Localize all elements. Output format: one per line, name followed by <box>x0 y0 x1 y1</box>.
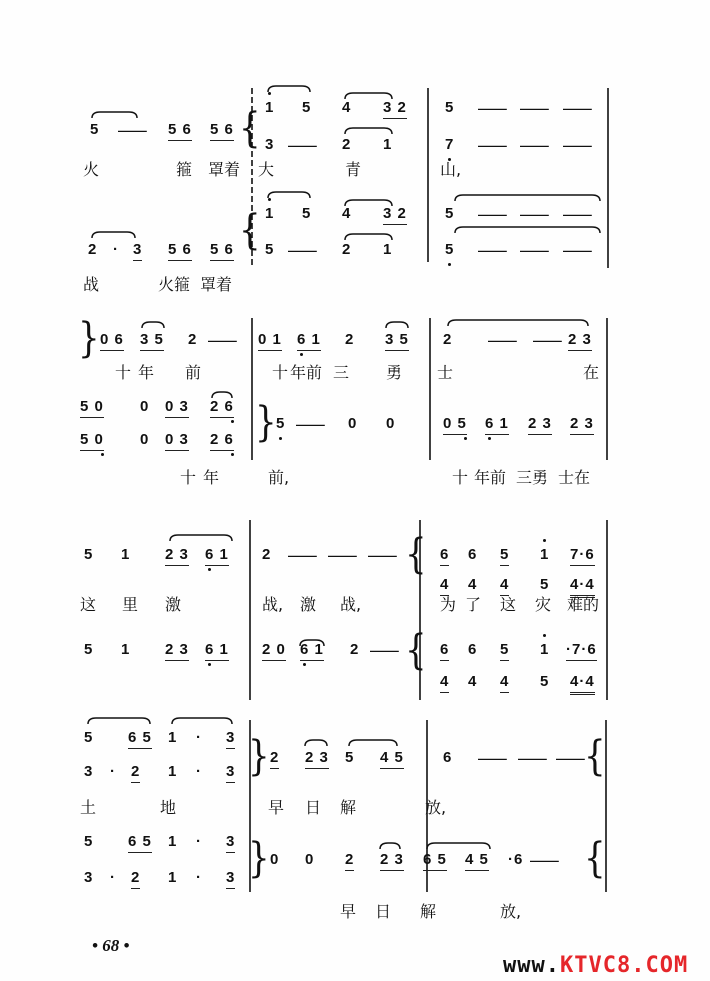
note: 5 6 <box>210 241 234 261</box>
note: 1 <box>168 833 178 850</box>
note: 1 <box>121 546 131 563</box>
note: 2 3 <box>528 415 552 435</box>
lyric-syllable: 十 <box>272 363 289 382</box>
staff-brace: { <box>405 531 427 579</box>
note: 5 6 <box>168 121 192 141</box>
note: 4 <box>500 673 509 693</box>
slur <box>92 232 135 238</box>
note: 2 <box>270 749 279 769</box>
note: 6 1 <box>485 415 509 435</box>
note: 3 5 <box>385 331 409 351</box>
note: 0 5 <box>443 415 467 435</box>
lyric-syllable: 罩着 <box>200 275 233 294</box>
watermark-prefix: www. <box>503 953 560 978</box>
sustain-dash: — <box>478 204 509 224</box>
sustain-dash: — <box>533 330 564 350</box>
slur <box>345 234 392 240</box>
note: 2 <box>262 546 272 563</box>
note: 1 <box>540 641 550 658</box>
note: 2 3 <box>165 641 189 661</box>
staff-brace: { <box>584 835 606 883</box>
lyric-syllable: 十 <box>452 468 469 487</box>
note: 5 <box>500 641 509 661</box>
note: 6 1 <box>297 331 321 351</box>
staff-brace: } <box>255 399 277 447</box>
staff-brace: { <box>405 627 427 675</box>
note: 3 2 <box>383 99 407 119</box>
lyric-syllable: 日 <box>305 798 322 817</box>
note: 2 3 <box>570 415 594 435</box>
lyric-syllable: 早 <box>268 798 285 817</box>
sustain-dash: — <box>118 120 149 140</box>
note: 2 <box>342 241 352 258</box>
sustain-dash: — <box>520 98 551 118</box>
lyric-syllable: 日 <box>375 902 392 921</box>
lyric-syllable: 前 <box>185 363 202 382</box>
sustain-dash: — <box>296 414 327 434</box>
note: 0 <box>348 415 358 432</box>
sustain-dash: — <box>288 240 319 260</box>
sustain-dash: — <box>328 545 359 565</box>
note: 5 <box>84 729 94 746</box>
slur <box>170 535 232 541</box>
note: · <box>110 869 116 886</box>
lyric-syllable: 了 <box>465 595 482 614</box>
note: 2 <box>345 851 354 871</box>
sustain-dash: — <box>563 204 594 224</box>
slur <box>172 718 232 724</box>
note: 5 <box>500 546 509 566</box>
slur <box>305 740 327 746</box>
staff-brace: } <box>248 835 270 883</box>
sustain-dash: — <box>518 748 549 768</box>
lyric-syllable: 前, <box>268 468 290 487</box>
sustain-dash: — <box>520 135 551 155</box>
low-octave-dot <box>208 568 211 571</box>
slur <box>380 843 400 849</box>
note: 1 <box>265 205 275 222</box>
slur <box>427 843 490 849</box>
note: 5 <box>84 641 94 658</box>
note: 5 <box>302 205 312 222</box>
note: 3 5 <box>140 331 164 351</box>
lyric-syllable: 战, <box>340 595 362 614</box>
note: 7·6 <box>570 546 595 566</box>
note: 4 <box>440 576 449 596</box>
staff-brace: { <box>239 105 261 153</box>
note: 5 <box>84 546 94 563</box>
note: 1 <box>383 241 393 258</box>
lyric-syllable: 土 <box>80 798 97 817</box>
slur <box>142 322 164 328</box>
note: · <box>113 241 119 258</box>
sustain-dash: — <box>478 240 509 260</box>
note: 3 <box>226 729 235 749</box>
sustain-dash: — <box>563 240 594 260</box>
lyric-syllable: 年 <box>138 363 155 382</box>
lyric-syllable: 激 <box>165 595 182 614</box>
low-octave-dot <box>279 437 282 440</box>
note: 5 <box>540 576 550 593</box>
lyric-syllable: 放, <box>425 798 447 817</box>
staff-brace: } <box>248 733 270 781</box>
sustain-dash: — <box>370 640 401 660</box>
note: 6 5 <box>128 729 152 749</box>
note: 0 6 <box>100 331 124 351</box>
note: 1 <box>540 546 550 563</box>
lyric-syllable: 火箍 <box>158 275 191 294</box>
lyric-syllable: 十 <box>180 468 197 487</box>
note: 4·4 <box>570 673 595 695</box>
note: 2 3 <box>305 749 329 769</box>
sustain-dash: — <box>520 240 551 260</box>
note: 5 <box>445 205 455 222</box>
low-octave-dot <box>303 663 306 666</box>
note: 4 <box>468 576 478 593</box>
note: 5 <box>540 673 550 690</box>
sustain-dash: — <box>478 98 509 118</box>
note: 4 <box>500 576 509 596</box>
note: 2 0 <box>262 641 286 661</box>
note: 2 3 <box>380 851 404 871</box>
note: 7 <box>445 136 455 153</box>
lyric-syllable: 放, <box>500 902 522 921</box>
note: 2 <box>131 763 140 783</box>
slur <box>92 112 137 118</box>
note: 3 <box>84 869 94 886</box>
slur <box>386 322 408 328</box>
lyric-syllable: 十 <box>115 363 132 382</box>
note: 1 <box>265 99 275 116</box>
note: 5 <box>265 241 275 258</box>
note: 4 <box>468 673 478 690</box>
sustain-dash: — <box>488 330 519 350</box>
slur <box>448 320 588 326</box>
lyric-syllable: 青 <box>345 160 362 179</box>
note: 4 <box>342 99 352 116</box>
lyric-syllable: 战 <box>83 275 100 294</box>
sustain-dash: — <box>563 135 594 155</box>
lyric-syllable: 年前 <box>290 363 323 382</box>
lyric-syllable: 解 <box>420 902 437 921</box>
note: 5 <box>90 121 100 138</box>
lyric-syllable: 地 <box>160 798 177 817</box>
high-octave-dot <box>543 634 546 637</box>
note: 4 <box>342 205 352 222</box>
lyric-syllable: 战, <box>262 595 284 614</box>
note: · <box>196 869 202 886</box>
low-octave-dot <box>300 353 303 356</box>
staff-brace: { <box>584 733 606 781</box>
note: 3 <box>84 763 94 780</box>
note: 0 <box>140 431 150 448</box>
staff-brace: } <box>78 315 100 363</box>
note: 6 1 <box>300 641 324 661</box>
note: 4 <box>440 673 449 693</box>
sustain-dash: — <box>530 850 561 870</box>
sustain-dash: — <box>288 545 319 565</box>
lyric-syllable: 在 <box>583 363 600 382</box>
lyric-syllable: 解 <box>340 798 357 817</box>
lyric-syllable: 年 <box>203 468 220 487</box>
low-octave-dot <box>208 663 211 666</box>
note: 5 0 <box>80 431 104 451</box>
staff-brace: { <box>239 207 261 255</box>
note: 5 6 <box>168 241 192 261</box>
note: 6 <box>468 641 478 658</box>
note: 2 <box>88 241 98 258</box>
lyric-syllable: 这 <box>80 595 97 614</box>
note: ·6 <box>508 851 524 868</box>
note: 3 <box>265 136 275 153</box>
lyric-syllable: 箍 <box>176 160 193 179</box>
lyric-syllable: 士在 <box>558 468 591 487</box>
lyric-syllable: 难的 <box>567 595 600 614</box>
note: 5 <box>445 241 455 258</box>
note: · <box>196 729 202 746</box>
note: 2 <box>131 869 140 889</box>
sustain-dash: — <box>208 330 239 350</box>
note: 6 5 <box>128 833 152 853</box>
note: 6 <box>443 749 453 766</box>
lyric-syllable: 火 <box>83 160 100 179</box>
note: 4 5 <box>380 749 404 769</box>
low-octave-dot <box>231 453 234 456</box>
note: 0 <box>386 415 396 432</box>
low-octave-dot <box>231 420 234 423</box>
note: 3 <box>226 763 235 783</box>
sustain-dash: — <box>478 748 509 768</box>
note: 5 <box>84 833 94 850</box>
note: 0 <box>305 851 315 868</box>
note: 6 1 <box>205 641 229 661</box>
note: 5 <box>345 749 355 766</box>
lyric-syllable: 这 <box>500 595 517 614</box>
note: 2 6 <box>210 398 234 418</box>
note: 2 3 <box>568 331 592 351</box>
note: 1 <box>168 729 178 746</box>
note: 1 <box>168 869 178 886</box>
note: 3 <box>133 241 142 261</box>
note: 6 5 <box>423 851 447 871</box>
slur <box>345 128 392 134</box>
note: · <box>196 763 202 780</box>
sustain-dash: — <box>288 135 319 155</box>
note: 0 <box>270 851 280 868</box>
note: 4 5 <box>465 851 489 871</box>
lyric-syllable: 里 <box>122 595 139 614</box>
lyric-syllable: 罩着 <box>208 160 241 179</box>
slur <box>268 192 310 198</box>
high-octave-dot <box>268 92 271 95</box>
slur <box>455 195 600 201</box>
lyric-syllable: 大 <box>258 160 275 179</box>
note: 2 <box>350 641 360 658</box>
note: 0 3 <box>165 398 189 418</box>
note: 6 <box>440 546 449 566</box>
low-octave-dot <box>101 453 104 456</box>
note: 0 3 <box>165 431 189 451</box>
note: ·7·6 <box>566 641 597 661</box>
lyric-syllable: 灾 <box>535 595 552 614</box>
lyric-syllable: 为 <box>440 595 457 614</box>
note: 6 1 <box>205 546 229 566</box>
lyric-syllable: 年前 <box>474 468 507 487</box>
note: 0 <box>140 398 150 415</box>
sustain-dash: — <box>478 135 509 155</box>
note: 6 <box>440 641 449 661</box>
note: 3 <box>226 869 235 889</box>
note: 4·4 <box>570 576 595 598</box>
note: 2 6 <box>210 431 234 451</box>
note: 3 <box>226 833 235 853</box>
note: 3 2 <box>383 205 407 225</box>
note: 2 <box>342 136 352 153</box>
watermark <box>503 953 688 978</box>
note: 6 <box>468 546 478 563</box>
sustain-dash: — <box>563 98 594 118</box>
lyric-syllable: 三勇 <box>516 468 549 487</box>
note: 1 <box>383 136 393 153</box>
page-number: • 68 • <box>92 936 130 955</box>
note: 0 1 <box>258 331 282 351</box>
note: 5 <box>302 99 312 116</box>
low-octave-dot <box>464 437 467 440</box>
sustain-dash: — <box>556 748 587 768</box>
note: 1 <box>121 641 131 658</box>
note: 2 <box>345 331 355 348</box>
low-octave-dot <box>448 263 451 266</box>
slur <box>88 718 150 724</box>
note: 5 <box>445 99 455 116</box>
lyric-syllable: 士 <box>437 363 454 382</box>
note: 5 0 <box>80 398 104 418</box>
lyric-syllable: 激 <box>300 595 317 614</box>
high-octave-dot <box>543 539 546 542</box>
lyric-syllable: 三 <box>333 363 350 382</box>
sustain-dash: — <box>520 204 551 224</box>
watermark-brand: KTVC8.COM <box>559 953 689 978</box>
note: 2 <box>443 331 453 348</box>
note: 2 <box>188 331 198 348</box>
note: · <box>196 833 202 850</box>
sustain-dash: — <box>368 545 399 565</box>
slur <box>268 86 310 92</box>
lyric-syllable: 早 <box>340 902 357 921</box>
note: 5 <box>276 415 286 432</box>
note: · <box>110 763 116 780</box>
low-octave-dot <box>488 437 491 440</box>
note: 1 <box>168 763 178 780</box>
note: 2 3 <box>165 546 189 566</box>
note: 5 6 <box>210 121 234 141</box>
high-octave-dot <box>268 198 271 201</box>
slur <box>349 740 397 746</box>
lyric-syllable: 山, <box>440 160 462 179</box>
slur <box>455 227 600 233</box>
lyric-syllable: 勇 <box>386 363 403 382</box>
